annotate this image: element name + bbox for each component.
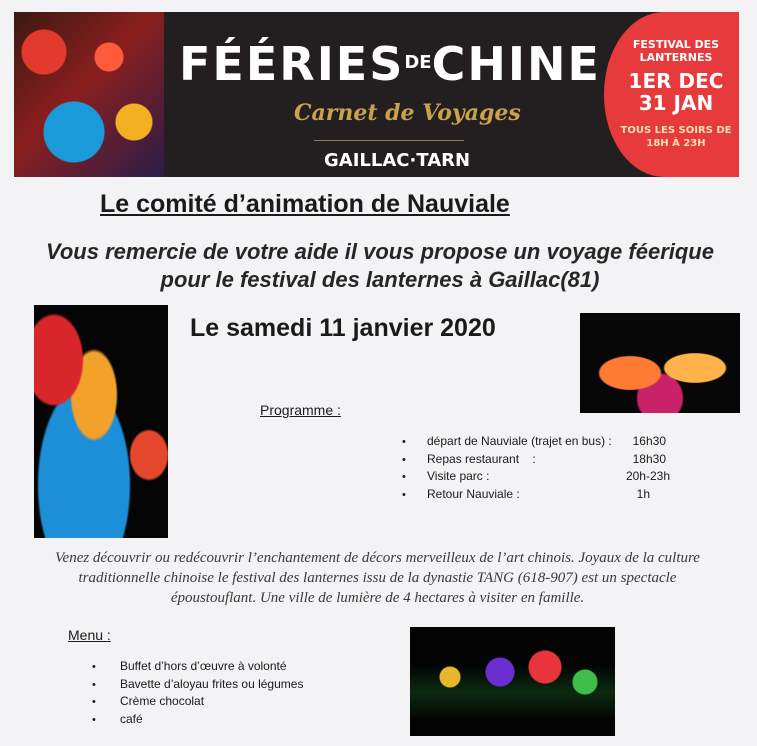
programme-item — [402, 485, 406, 504]
programme-item-label: départ de Nauviale (trajet en bus) : — [427, 434, 612, 448]
palace-lantern-photo — [580, 313, 740, 413]
bullet: • — [402, 489, 406, 501]
programme-item-time: 16h30 — [632, 434, 666, 448]
bullet: • — [92, 679, 96, 691]
banner-date-panel — [604, 12, 739, 177]
page-title: Le comité d’animation de Nauviale — [100, 190, 510, 218]
festival-banner — [14, 12, 739, 177]
menu-item-label: café — [120, 712, 143, 726]
banner-city: GAILLAC·TARN — [324, 150, 471, 171]
event-date: Le samedi 11 janvier 2020 — [190, 314, 496, 342]
programme-item-time: 18h30 — [632, 452, 666, 466]
bullet: • — [92, 661, 96, 673]
description-paragraph: Venez découvrir ou redécouvrir l’enchantement de décors merveilleux de l’art chinois. Joyaux de la culture traditionnelle chinoise le festival des lanternes issu de la dynastie TANG (618-907) est un spectacle époustouflant. Une ville de lumière de 4 hectares à visiter en famille. — [55, 550, 700, 606]
banner-title-part2: CHINE — [431, 37, 601, 91]
menu-item-label: Crème chocolat — [120, 694, 205, 708]
programme-item-label: Retour Nauviale : — [427, 487, 520, 501]
intro-text: Vous remercie de votre aide il vous propose un voyage féerique pour le festival des lanternes à Gaillac(81) — [46, 239, 714, 292]
programme-item-time: 20h-23h — [625, 469, 670, 483]
menu-item — [92, 657, 96, 676]
banner-divider — [314, 140, 464, 141]
bullet: • — [92, 696, 96, 708]
bullet: • — [92, 714, 96, 726]
bullet: • — [402, 436, 406, 448]
programme-item-time: 1h — [636, 487, 650, 501]
dragon-lantern-photo — [34, 305, 168, 538]
flower-lantern-photo — [410, 627, 615, 736]
banner-title-de: DE — [404, 52, 432, 73]
programme-item — [402, 432, 406, 451]
banner-hours: TOUS LES SOIRS DE 18H À 23H — [620, 125, 732, 149]
menu-item — [92, 710, 96, 729]
programme-item-label: Repas restaurant : — [427, 452, 536, 466]
programme-item-label: Visite parc : — [427, 469, 490, 483]
banner-date-start: 1ER DEC — [628, 69, 724, 93]
banner-title — [179, 37, 601, 91]
menu-item — [92, 692, 96, 711]
banner-festival-label: FESTIVAL DES LANTERNES — [632, 38, 720, 64]
banner-subtitle: Carnet de Voyages — [294, 100, 521, 126]
menu-item-label: Bavette d’aloyau frites ou légumes — [120, 677, 304, 691]
menu-title: Menu : — [68, 627, 111, 643]
banner-title-part1: FÉÉRIES — [179, 37, 405, 91]
menu-item-label: Buffet d’hors d’œuvre à volonté — [120, 659, 287, 673]
banner-date-end: 31 JAN — [638, 91, 714, 115]
bullet: • — [402, 471, 406, 483]
banner-lantern-art — [14, 12, 164, 177]
banner-dates — [616, 70, 736, 114]
bullet: • — [402, 454, 406, 466]
programme-title: Programme : — [260, 402, 341, 418]
programme-item — [402, 467, 406, 486]
